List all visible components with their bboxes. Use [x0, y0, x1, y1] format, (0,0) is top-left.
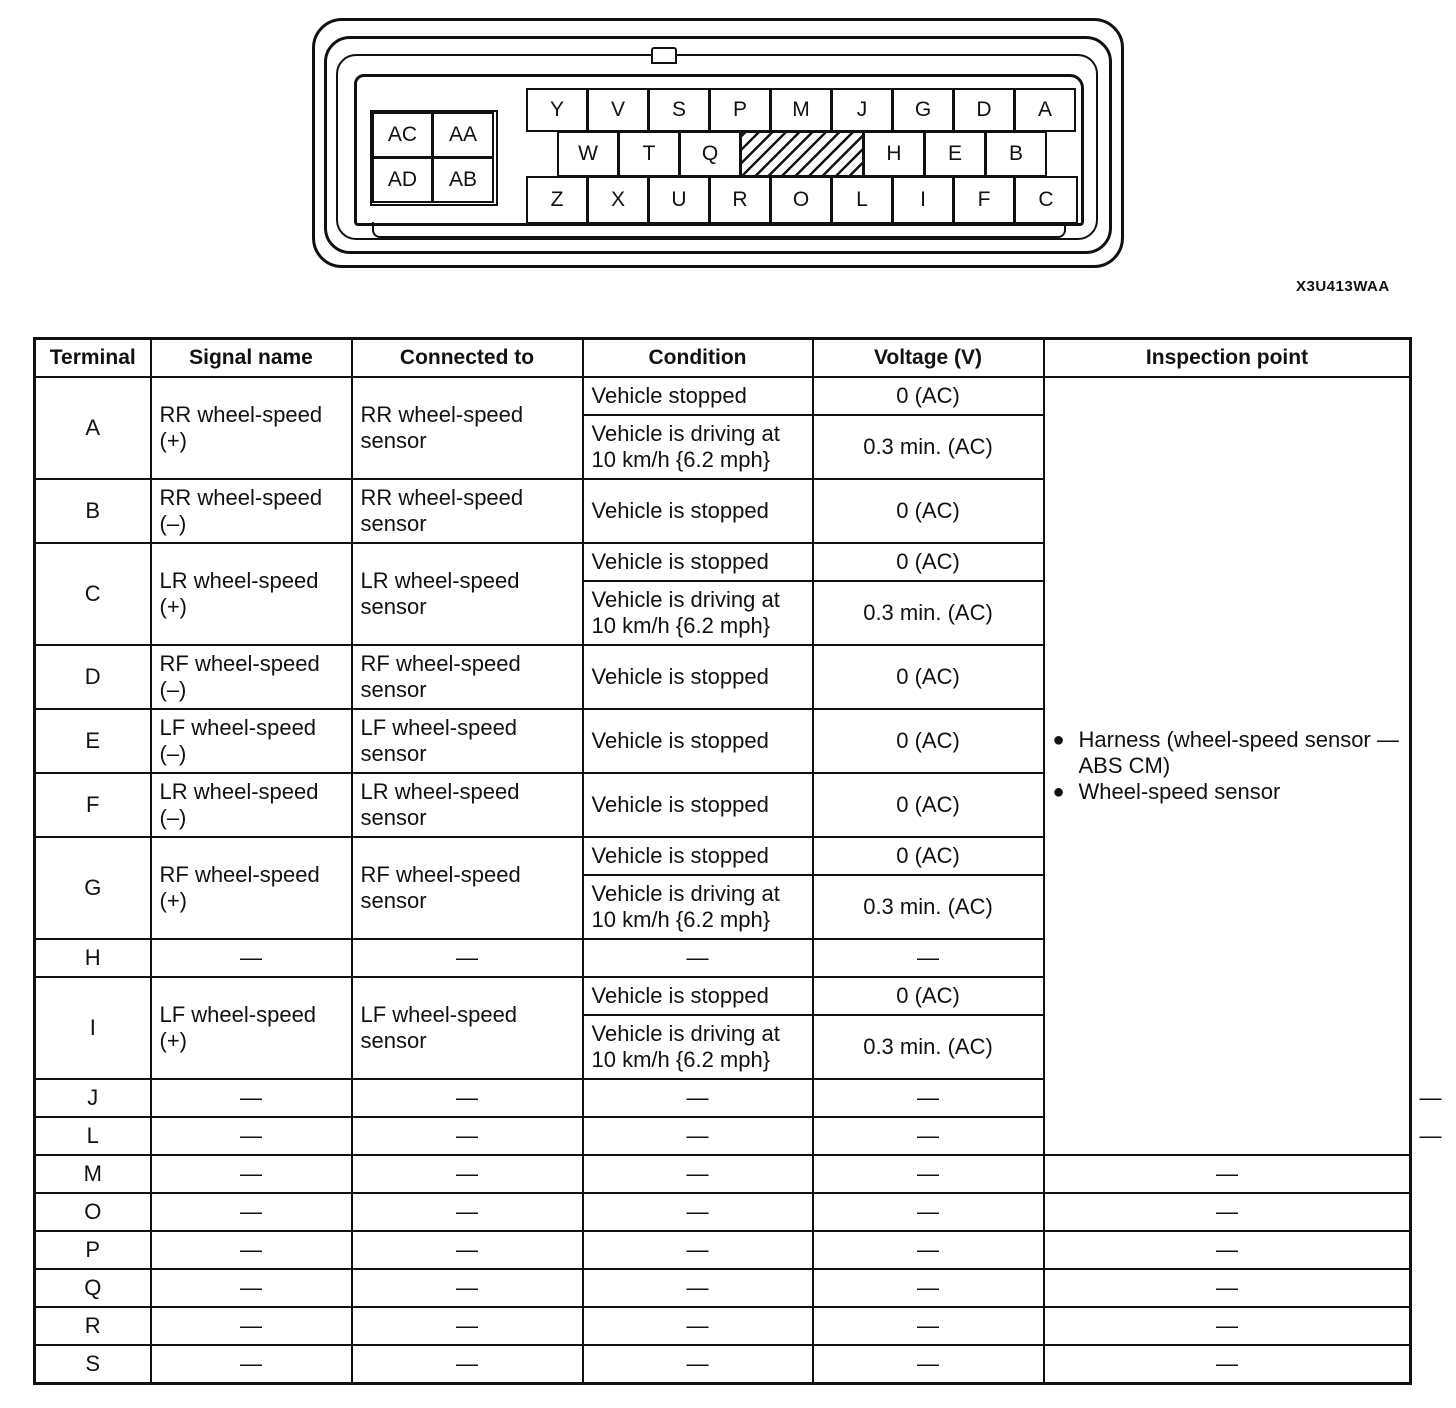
signal-cell: LR wheel-speed (–) — [151, 773, 352, 837]
terminal-cell: P — [35, 1231, 151, 1269]
pin-p: P — [709, 88, 771, 132]
voltage-cell: 0 (AC) — [813, 709, 1044, 773]
figure-code: X3U413WAA — [1296, 278, 1390, 295]
header-signal-name: Signal name — [151, 339, 352, 378]
connected-cell: LF wheel-speed sensor — [352, 709, 583, 773]
condition-cell: Vehicle is driving at 10 km/h {6.2 mph} — [583, 875, 813, 939]
terminal-cell: M — [35, 1155, 151, 1193]
connected-cell: — — [352, 1079, 583, 1117]
connected-cell: — — [352, 1307, 583, 1345]
pin-i: I — [892, 176, 954, 224]
header-connected-to: Connected to — [352, 339, 583, 378]
voltage-cell: — — [813, 1155, 1044, 1193]
signal-cell: RR wheel-speed (–) — [151, 479, 352, 543]
table-row — [35, 1345, 1411, 1384]
pin-j: J — [831, 88, 893, 132]
inspection-cell — [1044, 377, 1411, 1155]
connected-cell: — — [352, 1269, 583, 1307]
condition-cell: — — [583, 1193, 813, 1231]
connected-cell: RR wheel-speed sensor — [352, 479, 583, 543]
pin-e: E — [924, 131, 986, 177]
inspection-cell: — — [1044, 1269, 1411, 1307]
terminal-cell: C — [35, 543, 151, 645]
pin-ad: AD — [372, 157, 433, 203]
header-inspection-point: Inspection point — [1044, 339, 1411, 378]
signal-cell: LR wheel-speed (+) — [151, 543, 352, 645]
table-header-row — [35, 339, 1411, 378]
pin-o: O — [770, 176, 832, 224]
condition-cell: — — [583, 1155, 813, 1193]
voltage-cell: 0 (AC) — [813, 837, 1044, 875]
header-condition: Condition — [583, 339, 813, 378]
header-terminal: Terminal — [35, 339, 151, 378]
table-row — [35, 1307, 1411, 1345]
connected-cell: — — [352, 1193, 583, 1231]
voltage-cell: 0 (AC) — [813, 543, 1044, 581]
voltage-cell: 0.3 min. (AC) — [813, 581, 1044, 645]
inspection-text: Harness (wheel-speed sensor — ABS CM) — [1078, 727, 1399, 778]
pin-aa: AA — [432, 112, 494, 158]
pin-t: T — [618, 131, 680, 177]
condition-cell: — — [583, 1345, 813, 1384]
inspection-cell: — — [1044, 1345, 1411, 1384]
pin-ac: AC — [372, 112, 433, 158]
pin-ab: AB — [432, 157, 494, 203]
connected-cell: LF wheel-speed sensor — [352, 977, 583, 1079]
voltage-cell: — — [813, 939, 1044, 977]
connected-cell: — — [352, 1231, 583, 1269]
condition-cell: — — [583, 1269, 813, 1307]
terminal-cell: J — [35, 1079, 151, 1117]
condition-cell: Vehicle is driving at 10 km/h {6.2 mph} — [583, 415, 813, 479]
voltage-cell: — — [813, 1193, 1044, 1231]
signal-cell: — — [151, 1117, 352, 1155]
inspection-cell: — — [1044, 1307, 1411, 1345]
condition-cell: Vehicle is stopped — [583, 709, 813, 773]
connected-cell: — — [352, 1155, 583, 1193]
pin-f: F — [953, 176, 1015, 224]
signal-cell: — — [151, 1079, 352, 1117]
terminal-cell: I — [35, 977, 151, 1079]
table-row — [35, 1269, 1411, 1307]
voltage-cell: — — [813, 1307, 1044, 1345]
voltage-cell: 0 (AC) — [813, 377, 1044, 415]
pin-v: V — [587, 88, 649, 132]
connected-cell: LR wheel-speed sensor — [352, 773, 583, 837]
voltage-cell: — — [813, 1079, 1044, 1117]
table-row: J — — — — — — [35, 1079, 1411, 1117]
table-row: L — — — — — — [35, 1117, 1411, 1155]
condition-cell: Vehicle is stopped — [583, 977, 813, 1015]
voltage-cell: 0.3 min. (AC) — [813, 415, 1044, 479]
terminal-cell: A — [35, 377, 151, 479]
pin-h: H — [863, 131, 925, 177]
connector-bottom-slot — [372, 222, 1066, 238]
pin-d: D — [953, 88, 1015, 132]
header-voltage: Voltage (V) — [813, 339, 1044, 378]
signal-cell: LF wheel-speed (+) — [151, 977, 352, 1079]
voltage-cell: 0 (AC) — [813, 479, 1044, 543]
inspection-bullet: ● Wheel-speed sensor — [1052, 779, 1281, 804]
condition-cell: — — [583, 1117, 813, 1155]
voltage-cell: 0.3 min. (AC) — [813, 875, 1044, 939]
pin-blank-hatched — [740, 131, 864, 177]
terminal-cell: B — [35, 479, 151, 543]
signal-cell: RR wheel-speed (+) — [151, 377, 352, 479]
voltage-cell: — — [813, 1269, 1044, 1307]
voltage-cell: 0 (AC) — [813, 977, 1044, 1015]
terminal-cell: Q — [35, 1269, 151, 1307]
condition-cell: Vehicle is driving at 10 km/h {6.2 mph} — [583, 581, 813, 645]
condition-cell: — — [583, 1079, 813, 1117]
signal-cell: — — [151, 1307, 352, 1345]
pin-w: W — [557, 131, 619, 177]
pin-q: Q — [679, 131, 741, 177]
pin-x: X — [587, 176, 649, 224]
condition-cell: — — [583, 1307, 813, 1345]
connected-cell: — — [352, 939, 583, 977]
condition-cell: Vehicle is stopped — [583, 645, 813, 709]
connected-cell: RR wheel-speed sensor — [352, 377, 583, 479]
table-row — [35, 1231, 1411, 1269]
signal-cell: — — [151, 1345, 352, 1384]
condition-cell: Vehicle is stopped — [583, 543, 813, 581]
pin-g: G — [892, 88, 954, 132]
table-row — [35, 377, 1411, 415]
terminal-cell: R — [35, 1307, 151, 1345]
connected-cell: LR wheel-speed sensor — [352, 543, 583, 645]
signal-cell: — — [151, 1269, 352, 1307]
voltage-cell: 0 (AC) — [813, 773, 1044, 837]
terminal-cell: S — [35, 1345, 151, 1384]
signal-cell: RF wheel-speed (+) — [151, 837, 352, 939]
terminal-cell: F — [35, 773, 151, 837]
connected-cell: RF wheel-speed sensor — [352, 645, 583, 709]
voltage-cell: — — [813, 1117, 1044, 1155]
pin-l: L — [831, 176, 893, 224]
terminal-cell: E — [35, 709, 151, 773]
pin-s: S — [648, 88, 710, 132]
signal-cell: — — [151, 1193, 352, 1231]
connector-diagram — [0, 0, 1456, 300]
connected-cell: — — [352, 1117, 583, 1155]
pin-c: C — [1014, 176, 1078, 224]
inspection-cell: — — [1044, 1231, 1411, 1269]
condition-cell: — — [583, 939, 813, 977]
condition-cell: Vehicle is driving at 10 km/h {6.2 mph} — [583, 1015, 813, 1079]
pin-a: A — [1014, 88, 1076, 132]
terminal-cell: D — [35, 645, 151, 709]
terminal-cell: O — [35, 1193, 151, 1231]
condition-cell: Vehicle is stopped — [583, 773, 813, 837]
terminal-cell: G — [35, 837, 151, 939]
voltage-cell: — — [813, 1231, 1044, 1269]
table-row — [35, 1155, 1411, 1193]
condition-cell: — — [583, 1231, 813, 1269]
pin-u: U — [648, 176, 710, 224]
terminal-table — [33, 337, 1442, 1385]
voltage-cell: — — [813, 1345, 1044, 1384]
signal-cell: — — [151, 1155, 352, 1193]
signal-cell: LF wheel-speed (–) — [151, 709, 352, 773]
condition-cell: Vehicle is stopped — [583, 837, 813, 875]
connected-cell: RF wheel-speed sensor — [352, 837, 583, 939]
terminal-cell: H — [35, 939, 151, 977]
pin-y: Y — [526, 88, 588, 132]
pin-z: Z — [526, 176, 588, 224]
signal-cell: — — [151, 939, 352, 977]
signal-cell: — — [151, 1231, 352, 1269]
table-row — [35, 1193, 1411, 1231]
condition-cell: Vehicle is stopped — [583, 479, 813, 543]
pin-r: R — [709, 176, 771, 224]
pin-b: B — [985, 131, 1047, 177]
voltage-cell: 0 (AC) — [813, 645, 1044, 709]
terminal-cell: L — [35, 1117, 151, 1155]
inspection-text: Wheel-speed sensor — [1078, 779, 1281, 804]
inspection-bullet: ● Harness (wheel-speed sensor — ABS CM) — [1053, 727, 1402, 779]
signal-cell: RF wheel-speed (–) — [151, 645, 352, 709]
inspection-cell: — — [1044, 1155, 1411, 1193]
voltage-cell: 0.3 min. (AC) — [813, 1015, 1044, 1079]
connected-cell: — — [352, 1345, 583, 1384]
condition-cell: Vehicle stopped — [583, 377, 813, 415]
pin-m: M — [770, 88, 832, 132]
inspection-cell: — — [1044, 1193, 1411, 1231]
connector-latch — [651, 47, 677, 64]
